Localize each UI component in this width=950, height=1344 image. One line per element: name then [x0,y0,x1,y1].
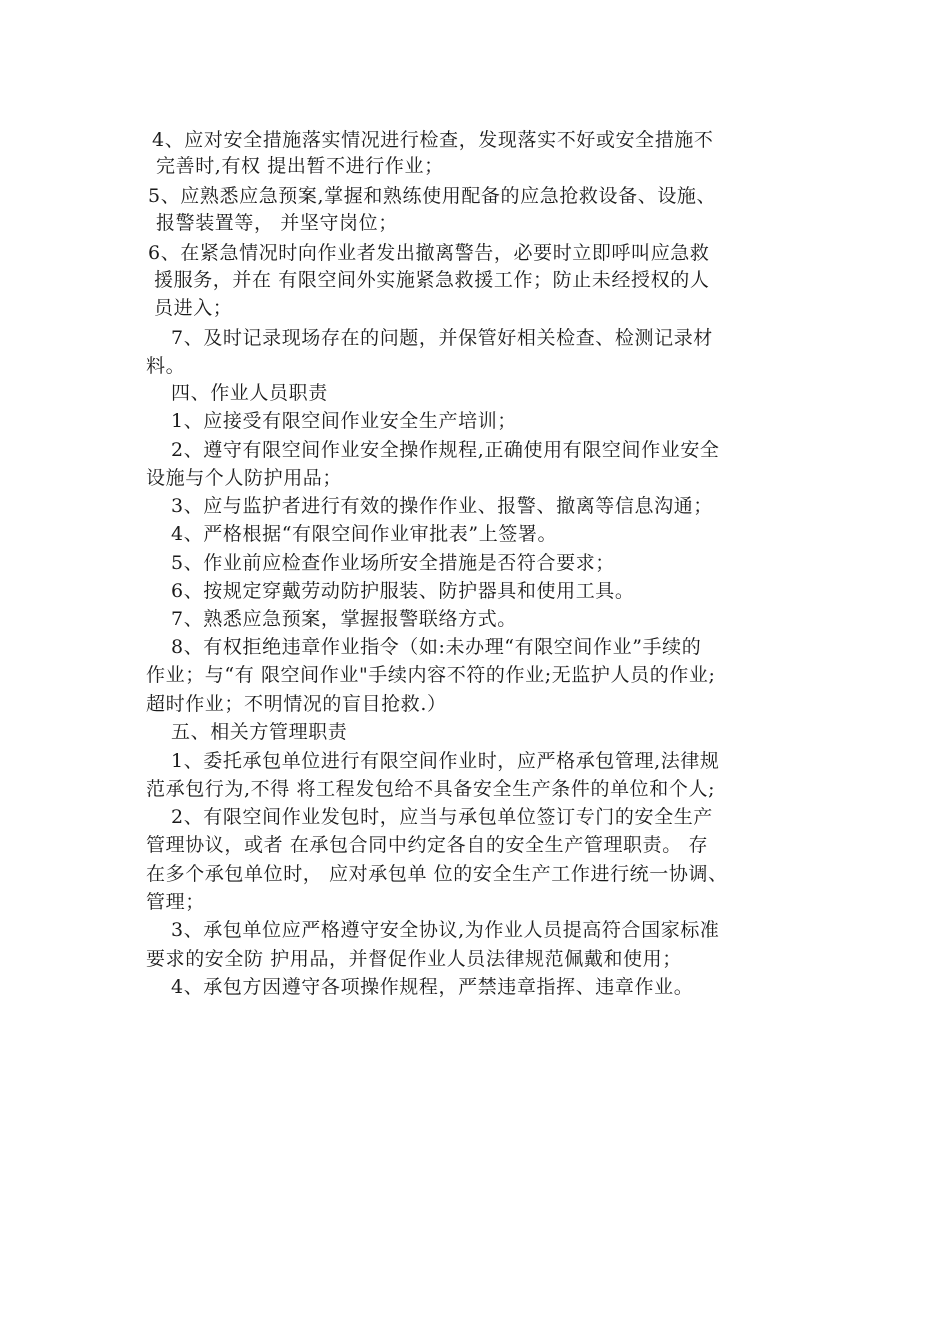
text-line: 5、应熟悉应急预案,掌握和熟练使用配备的应急抢救设备、设施、 [148,185,717,207]
text-line: 完善时,有权 提出暂不进行作业； [156,155,444,177]
text-line: 7、熟悉应急预案，掌握报警联络方式。 [171,608,517,630]
text-line: 7、及时记录现场存在的问题，并保管好相关检查、检测记录材 [171,327,713,349]
text-line: 作业；与“有 限空间作业"手续内容不符的作业;无监护人员的作业; [146,664,716,686]
text-line: 5、作业前应检查作业场所安全措施是否符合要求； [171,552,615,574]
text-line: 管理； [146,891,205,913]
text-line: 2、有限空间作业发包时，应当与承包单位签订专门的安全生产 [171,806,713,828]
text-line: 员进入； [154,297,233,319]
section-heading: 五、相关方管理职责 [171,721,348,743]
text-line: 范承包行为,不得 将工程发包给不具备安全生产条件的单位和个人; [146,778,716,800]
text-line: 4、承包方因遵守各项操作规程，严禁违章指挥、违章作业。 [171,976,694,998]
text-line: 6、在紧急情况时向作业者发出撤离警告，必要时立即呼叫应急救 [148,242,710,264]
text-line: 3、应与监护者进行有效的操作作业、报警、撤离等信息沟通； [171,495,713,517]
text-line: 报警装置等， 并坚守岗位； [156,212,398,234]
text-line: 设施与个人防护用品； [146,467,343,489]
text-line: 超时作业；不明情况的盲目抢救.） [146,693,447,715]
text-line: 4、严格根据“有限空间作业审批表”上签署。 [171,523,558,545]
text-line: 要求的安全防 护用品，并督促作业人员法律规范佩戴和使用； [146,948,682,970]
text-line: 援服务，并在 有限空间外实施紧急救援工作；防止未经授权的人 [154,269,710,291]
section-heading: 四、作业人员职责 [171,382,328,404]
text-line: 1、委托承包单位进行有限空间作业时，应严格承包管理,法律规 [171,750,720,772]
text-line: 8、有权拒绝违章作业指令（如:未办理“有限空间作业”手续的 [171,636,702,658]
text-line: 管理协议，或者 在承包合同中约定各自的安全生产管理职责。 存 [146,834,709,856]
text-line: 在多个承包单位时， 应对承包单 位的安全生产工作进行统一协调、 [146,863,728,885]
text-line: 3、承包单位应严格遵守安全协议,为作业人员提高符合国家标准 [171,919,720,941]
text-line: 2、遵守有限空间作业安全操作规程,正确使用有限空间作业安全 [171,439,720,461]
text-line: 6、按规定穿戴劳动防护服装、防护器具和使用工具。 [171,580,635,602]
text-line: 1、应接受有限空间作业安全生产培训； [171,410,517,432]
text-line: 料。 [146,355,186,377]
text-line: 4、应对安全措施落实情况进行检查，发现落实不好或安全措施不 [152,129,714,151]
